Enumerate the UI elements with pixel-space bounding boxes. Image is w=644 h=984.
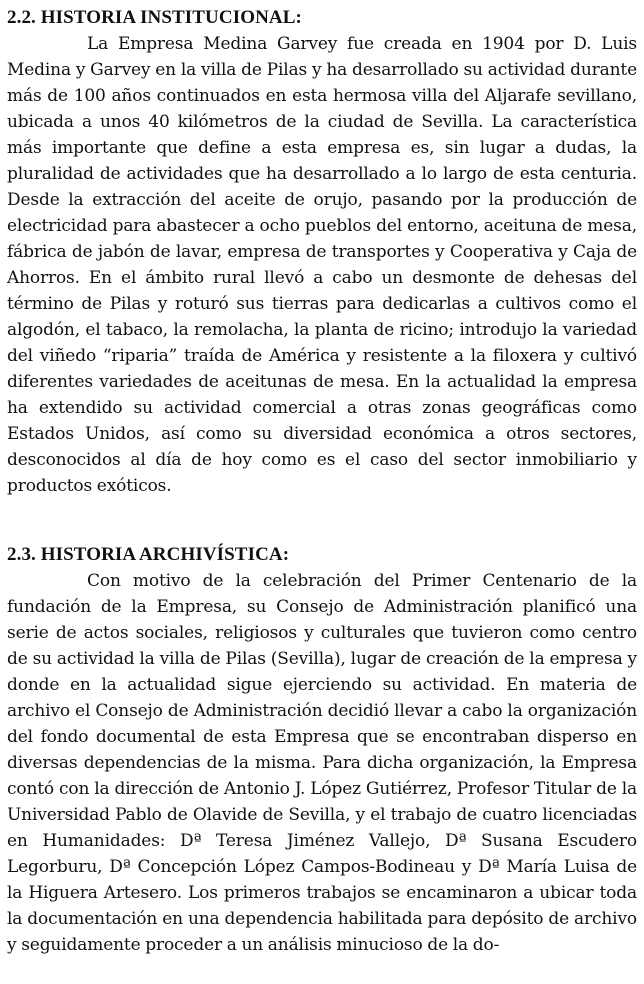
section-body-historia-institucional: La Empresa Medina Garvey fue creada en 1904 por D. Luis Medina y Garvey en la villa de Pilas y ha desarrollado su actividad durante más de 100 años continuados en esta hermosa villa del Aljarafe sevillano, ubicada a unos 40 kilómetros de la ciudad de Sevilla. La característica más importante que define a esta empresa es, sin lugar a dudas, la pluralidad de actividades que ha desarrollado a lo largo de esta centuria. Desde la extracción del aceite de orujo, pasando por la producción de electricidad para abastecer a ocho pueblos del entorno, aceituna de mesa, fábrica de jabón de lavar, empresa de transportes y Cooperativa y Caja de Ahorros. En el ámbito rural llevó a cabo un desmonte de dehesas del término de Pilas y roturó sus tierras para dedicarlas a cultivos como el algodón, el tabaco, la remolacha, la planta de ricino; introdujo la variedad del viñedo “riparia” traída de América y resistente a la filoxera y cultivó diferentes variedades de aceitunas de mesa. En la actualidad la empresa ha extendido su actividad comercial a otras zonas geográficas como Estados Unidos, así como su diversidad económica a otros sectores, desconocidos al día de hoy como es el caso del sector inmobiliario y productos exóticos. xyxy=(7,34,637,496)
section-heading-historia-archivistica: 2.3. HISTORIA ARCHIVÍSTICA: xyxy=(7,544,290,565)
section-heading-historia-institucional: 2.2. HISTORIA INSTITUCIONAL: xyxy=(7,7,302,28)
section-body-historia-archivistica: Con motivo de la celebración del Primer Centenario de la fundación de la Empresa, su Consejo de Administración planificó una serie de actos sociales, religiosos y culturales que tuvieron como centro de su actividad la villa de Pilas (Sevilla), lugar de creación de la empresa y donde en la actualidad sigue ejerciendo su actividad. En materia de archivo el Consejo de Administración decidió llevar a cabo la organización del fondo documental de esta Empresa que se encontraban disperso en diversas dependencias de la misma. Para dicha organización, la Empresa contó con la dirección de Antonio J. López Gutiérrez, Profesor Titular de la Universidad Pablo de Olavide de Sevilla, y el trabajo de cuatro licenciadas en Humanidades: Dª Teresa Jiménez Vallejo, Dª Susana Escudero Legorburu, Dª Concepción López Campos-Bodineau y Dª María Luisa de la Higuera Artesero. Los primeros trabajos se encaminaron a ubicar toda la documentación en una dependencia habilitada para depósito de archivo y seguidamente proceder a un análisis minucioso de la do- xyxy=(7,571,637,955)
